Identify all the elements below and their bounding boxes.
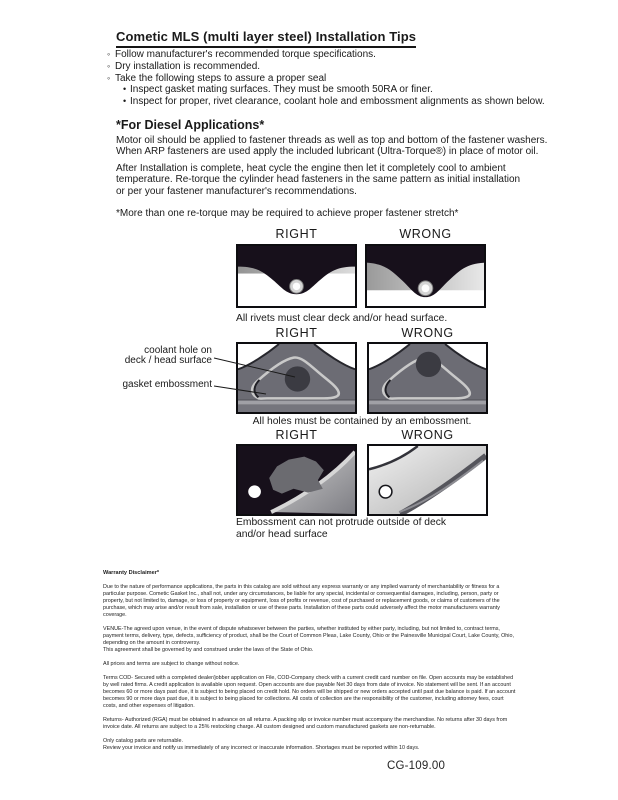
- bolt-hole-shape: [379, 485, 392, 498]
- hole-outside-wrong-illustration: [369, 344, 486, 412]
- venue-paragraph: VENUE-The agreed upon venue, in the event of dispute whatsoever between the parties, whether instituted by either party, including, but not limited to, contract terms, payment terms, delivery, type, defects, sufficiency of product, shall be the Court of Common Pleas, Lake County, Ohio or the Painesville Municipal Court, Lake County, Ohio, depending on the amount in controversy.: [103, 626, 514, 646]
- caption-line: and/or head surface: [236, 528, 328, 540]
- diesel-paragraph-2: [116, 163, 520, 197]
- diesel-paragraph-1: [116, 135, 547, 158]
- warranty-paragraph: Due to the nature of performance applications, the parts in this catalog are sold without any express warranty or any implied warranty of merchantability or fitness for a particular purpose. Cometic Gasket Inc., shall not, under any circumstances, be liable for any special, incidental or consequential damages, including, person, party or property, but not limited to, damage, or loss of property or equipment, loss of profits or revenue, cost of purchased or replacement goods, or claims of customers of the purchase, which may arise and/or result from sale, installation or use of these parts. Installation of these parts could adversely affect the motor manufacturers warranty coverage.: [103, 584, 500, 618]
- fig3-caption: [236, 517, 446, 540]
- fig2-wrong-label: WRONG: [401, 326, 454, 340]
- fig1-wrong-label: WRONG: [399, 227, 452, 241]
- review-invoice-line: Review your invoice and notify us immediately of any incorrect or inaccurate information. Shortages must be reported within 10 days.: [103, 745, 420, 751]
- caption-line: Embossment can not protrude outside of deck: [236, 517, 447, 528]
- coolant-hole-shape: [285, 366, 310, 391]
- fig1-right-label: RIGHT: [275, 227, 318, 241]
- deck-strip-shape: [238, 401, 355, 405]
- page-title: Cometic MLS (multi layer steel) Installation Tips: [116, 29, 416, 48]
- bolt-hole-shape: [248, 485, 261, 498]
- deck-strip-shape: [238, 404, 355, 412]
- fig2-right-diagram: [236, 342, 357, 414]
- embossment-on-deck-right-illustration: [238, 446, 355, 514]
- terms-cod-paragraph: Terms COD- Secured with a completed dealer/jobber application on File, COD-Company check with a current credit card number on file. Open accounts may be established by well rated firms. A credit application is available upon request. Open accounts are due payable Net 30 days from date of invoice. No statement will be sent. If an account becomes 60 or more days past due, it is subject to being placed on credit hold. No orders will be shipped or new orders accepted until past due balance is paid. If an account becomes 90 or more days past due, it is subject to being placed for collections. All costs of collection are the responsibility of the customer, including attorney fees, court costs, and other expenses of litigation.: [103, 675, 516, 709]
- list-item: ◦ Take the following steps to assure a proper seal: [107, 73, 545, 85]
- diesel-heading: *For Diesel Applications*: [116, 118, 265, 132]
- paragraph-line: or per your fastener manufacturer's recommendations.: [116, 185, 357, 197]
- embossment-protruding-wrong-illustration: [369, 446, 486, 514]
- fig3-right-label: RIGHT: [275, 428, 318, 442]
- annotation-line: deck / head surface: [124, 355, 212, 367]
- fig1-caption: All rivets must clear deck and/or head surface.: [236, 313, 448, 324]
- deck-strip-shape: [369, 401, 486, 405]
- fig1-right-diagram: [236, 244, 357, 308]
- fig3-right-diagram: [236, 444, 357, 516]
- catalog-parts-line: Only catalog parts are returnable.: [103, 738, 184, 744]
- list-item: • Inspect gasket mating surfaces. They must be smooth 50RA or finer.: [123, 84, 545, 96]
- list-item: ◦ Follow manufacturer's recommended torque specifications.: [107, 49, 545, 61]
- rivet-touching-wrong-illustration: [367, 246, 484, 306]
- rivet-center-shape: [293, 283, 300, 290]
- list-item: ◦ Dry installation is recommended.: [107, 61, 545, 73]
- rivet-center-shape: [422, 284, 430, 292]
- governing-law-line: This agreement shall be governed by and construed under the laws of the State of Ohio.: [103, 647, 314, 653]
- deck-strip-shape: [369, 404, 486, 412]
- rivet-clear-right-illustration: [238, 246, 355, 306]
- fig1-wrong-diagram: [365, 244, 486, 308]
- list-item: • Inspect for proper, rivet clearance, coolant hole and embossment alignments as shown below.: [123, 96, 545, 108]
- warranty-heading: Warranty Disclaimer*: [103, 570, 160, 576]
- gasket-embossment-annotation: gasket embossment: [122, 379, 212, 390]
- prices-terms-line: All prices and terms are subject to change without notice.: [103, 661, 240, 667]
- fig2-wrong-diagram: [367, 342, 488, 414]
- paragraph-line: temperature. Re-torque the cylinder head fasteners in the same pattern as initial installation: [116, 174, 521, 186]
- tips-list: [107, 49, 545, 108]
- hole-contained-right-illustration: [238, 344, 355, 412]
- paragraph-line: Motor oil should be applied to fastener threads as well as top and bottom of the fastener washers.: [116, 135, 548, 146]
- legal-section: [103, 570, 516, 759]
- returns-paragraph: Returns- Authorized (RGA) must be obtained in advance on all returns. A packing slip or invoice number must accompany the merchandise. No returns after 30 days from invoice date. All returns are subject to a 25% restocking charge. All custom designed and custom manufactured gaskets are non-returnable.: [103, 717, 508, 730]
- coolant-hole-annotation: [90, 346, 212, 367]
- coolant-hole-shape: [416, 352, 441, 377]
- fig3-wrong-diagram: [367, 444, 488, 516]
- fig3-wrong-label: WRONG: [401, 428, 454, 442]
- paragraph-line: When ARP fasteners are used apply the included lubricant (Ultra-Torque®) in place of motor oil.: [116, 146, 539, 158]
- retorque-note: *More than one re-torque may be required to achieve proper fastener stretch*: [116, 208, 459, 219]
- annotation-line: coolant hole on: [144, 345, 212, 356]
- paragraph-line: After Installation is complete, heat cycle the engine then let it completely cool to ambient: [116, 163, 506, 174]
- fig2-caption: All holes must be contained by an embossment.: [252, 416, 472, 427]
- document-number: CG-109.00: [387, 760, 446, 772]
- fig2-right-label: RIGHT: [275, 326, 318, 340]
